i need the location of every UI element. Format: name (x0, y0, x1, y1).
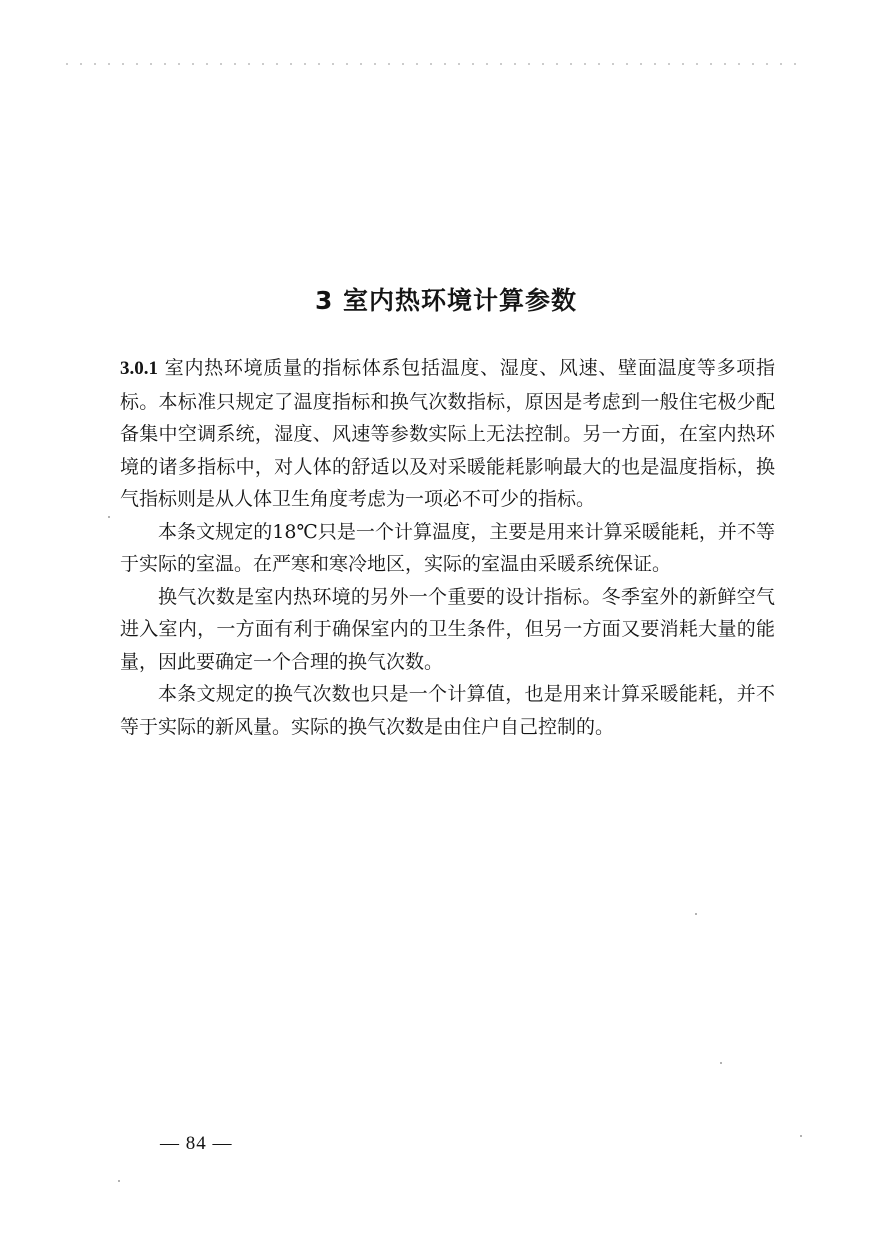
scan-speck (118, 1180, 120, 1182)
scan-speck (108, 516, 110, 518)
clause-paragraph-2: 本条文规定的18℃只是一个计算温度，主要是用来计算采暖能耗，并不等于实际的室温。在严寒和寒冷地区，实际的室温由采暖系统保证。 (120, 520, 775, 575)
clause-body (120, 352, 775, 743)
clause-number: 3.0.1 (120, 358, 158, 379)
chapter-title: 3 室内热环境计算参数 (314, 286, 578, 315)
clause-paragraph-1 (120, 352, 775, 516)
scan-speck (720, 1062, 722, 1064)
scan-header-artifact (60, 62, 800, 66)
page-number: — 84 — (160, 1133, 233, 1154)
scan-speck (695, 913, 697, 915)
clause-paragraph-1-text: 室内热环境质量的指标体系包括温度、湿度、风速、壁面温度等多项指标。本标准只规定了温度指标和换气次数指标，原因是考虑到一般住宅极少配备集中空调系统，湿度、风速等参数实际上无法控制。另一方面，在室内热环境的诸多指标中，对人体的舒适以及对采暖能耗影响最大的也是温度指标，换气指标则是从人体卫生角度考虑为一项必不可少的指标。 (120, 357, 775, 510)
clause-paragraph-4: 本条文规定的换气次数也只是一个计算值，也是用来计算采暖能耗，并不等于实际的新风量。实际的换气次数是由住户自己控制的。 (120, 683, 775, 738)
clause-paragraph-3: 换气次数是室内热环境的另外一个重要的设计指标。冬季室外的新鲜空气进入室内，一方面有利于确保室内的卫生条件，但另一方面又要消耗大量的能量，因此要确定一个合理的换气次数。 (120, 585, 775, 673)
scan-speck (800, 1135, 802, 1137)
